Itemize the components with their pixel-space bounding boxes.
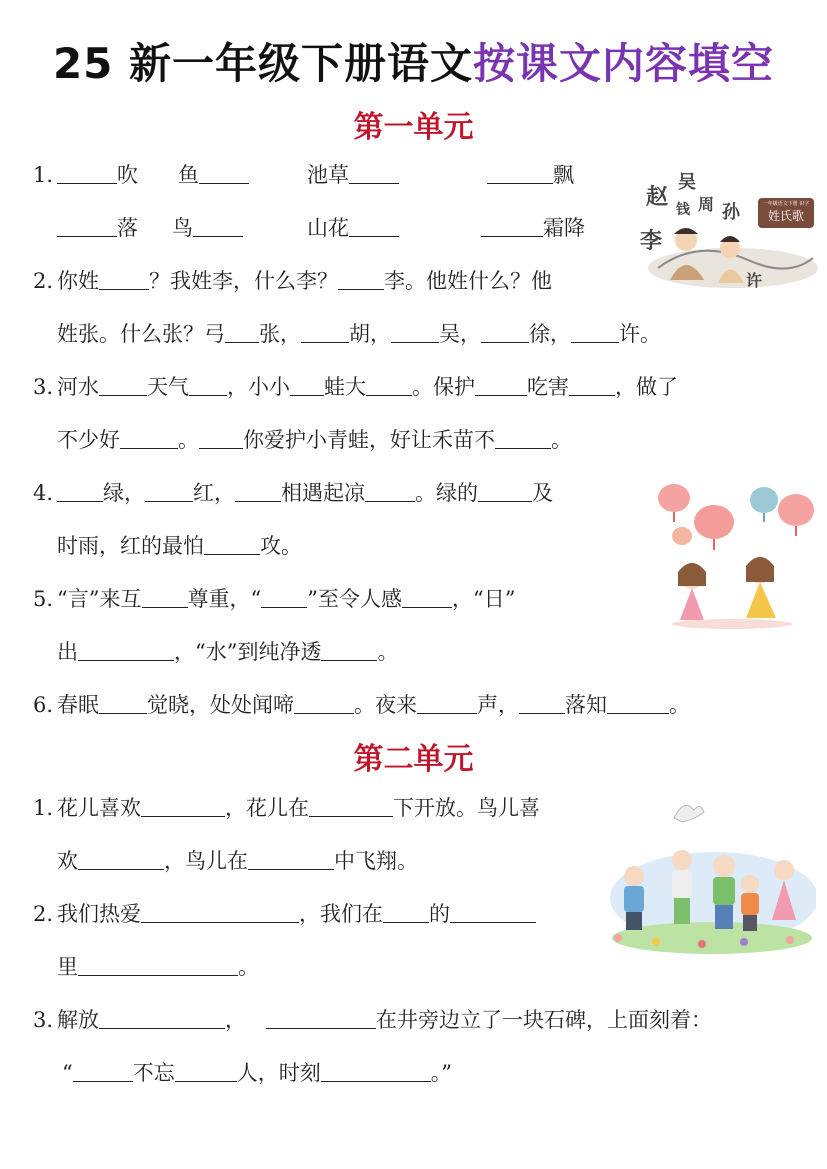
blank[interactable] <box>402 585 452 608</box>
question-number: 4. <box>33 481 54 505</box>
lantern-girls-illustration <box>652 478 820 630</box>
text: 你姓 <box>57 269 100 293</box>
text: 你爱护小青蛙，好让禾苗不 <box>243 428 495 452</box>
text: 出 <box>57 640 78 664</box>
text: 吴， <box>439 322 481 346</box>
question-line <box>33 690 690 720</box>
blank[interactable] <box>204 532 260 555</box>
text: 我们热爱 <box>57 902 142 926</box>
blank[interactable] <box>571 320 619 343</box>
question-number: 1. <box>33 163 54 187</box>
blank[interactable] <box>349 161 399 184</box>
blank[interactable] <box>450 900 536 923</box>
text: 吃害 <box>527 375 570 399</box>
badge-small: 一年级语文下册 识字 <box>762 201 810 207</box>
text: 在井旁边立了一块石碑，上面刻着： <box>376 1008 713 1032</box>
text: 。 <box>238 955 259 979</box>
text: 张， <box>259 322 301 346</box>
text: 中飞翔。 <box>334 849 418 873</box>
question-line <box>57 319 661 349</box>
text: 落 <box>117 216 138 240</box>
question-number: 6. <box>33 693 54 717</box>
text: ，小小 <box>227 375 291 399</box>
text: 池草 <box>307 163 350 187</box>
blank[interactable] <box>383 900 429 923</box>
blank[interactable] <box>57 479 103 502</box>
blank[interactable] <box>487 161 553 184</box>
text: 。夜来 <box>354 693 418 717</box>
child-figure <box>672 850 692 924</box>
question-number: 2. <box>33 902 54 926</box>
text: 觉晓，处处闻啼 <box>147 693 295 717</box>
text: “言”来互 <box>57 587 142 611</box>
blank[interactable] <box>607 691 669 714</box>
blank[interactable] <box>57 214 117 237</box>
blank[interactable] <box>391 320 439 343</box>
text: ？我姓李，什么李？ <box>149 269 339 293</box>
text: 鸟 <box>172 216 193 240</box>
question-number: 1. <box>33 796 54 820</box>
text: 姓张。什么张？弓 <box>57 322 225 346</box>
text: 。 <box>669 693 691 717</box>
question-line <box>57 952 259 982</box>
text: 里 <box>57 955 78 979</box>
blank[interactable] <box>99 373 147 396</box>
text: 欢 <box>57 849 78 873</box>
blank[interactable] <box>225 320 259 343</box>
text: ，做了 <box>615 375 679 399</box>
unit-heading: 第一单元 <box>353 110 474 145</box>
blank[interactable] <box>481 214 543 237</box>
text: 不忘 <box>132 1061 175 1085</box>
blank[interactable] <box>475 373 527 396</box>
text: ，花儿在 <box>225 796 310 820</box>
lantern <box>672 527 692 545</box>
title-part1: 25 新一年级下册语文 <box>52 39 474 88</box>
blank[interactable] <box>99 691 147 714</box>
blank[interactable] <box>301 320 349 343</box>
ground-shadow <box>672 619 792 629</box>
text: 尊重，“ <box>187 587 262 611</box>
surname-char: 钱 <box>676 202 690 218</box>
text: 。” <box>430 1061 452 1085</box>
text: 花儿喜欢 <box>57 796 142 820</box>
text: 河水 <box>57 375 100 399</box>
title-part2: 按课文内容填空 <box>473 39 775 88</box>
text: 吹 <box>117 163 139 187</box>
question-line <box>33 1005 712 1035</box>
text: 声， <box>477 693 520 717</box>
lantern <box>750 487 778 522</box>
text: 绿， <box>103 481 146 505</box>
blank[interactable] <box>199 426 243 449</box>
text: 飘 <box>553 163 575 187</box>
blank[interactable] <box>248 847 334 870</box>
surname-char: 李 <box>640 228 663 254</box>
blank[interactable] <box>99 267 149 290</box>
text: 许。 <box>619 322 661 346</box>
children-meadow-illustration <box>604 788 816 958</box>
lantern <box>658 484 690 522</box>
child-figure <box>624 866 644 930</box>
text: 。绿的 <box>415 481 479 505</box>
question-line <box>33 793 540 823</box>
text: 徐， <box>529 322 571 346</box>
question-number: 3. <box>33 1008 54 1032</box>
question-line <box>33 478 553 508</box>
question-line <box>57 213 585 243</box>
blank[interactable] <box>145 479 193 502</box>
blank[interactable] <box>141 794 225 817</box>
blank[interactable] <box>57 161 117 184</box>
text: 及 <box>532 481 554 505</box>
blank[interactable] <box>73 1059 133 1082</box>
blank[interactable] <box>266 1006 376 1029</box>
badge-text: 姓氏歌 <box>767 209 805 223</box>
question-line <box>33 160 574 190</box>
text: 蛙大 <box>324 375 367 399</box>
dove-icon <box>674 806 704 823</box>
blank[interactable] <box>175 1059 237 1082</box>
text: 胡， <box>349 322 391 346</box>
blank[interactable] <box>142 585 188 608</box>
text: 。 <box>377 640 399 664</box>
question-line <box>33 899 536 929</box>
question-line <box>33 584 516 614</box>
blank[interactable] <box>199 161 249 184</box>
blank[interactable] <box>120 426 178 449</box>
lantern <box>778 494 814 536</box>
child-figure <box>741 875 759 931</box>
text: 时雨，红的最怕 <box>57 534 204 558</box>
text: 春眠 <box>57 693 100 717</box>
blank[interactable] <box>481 320 529 343</box>
blank[interactable] <box>321 638 377 661</box>
blank[interactable] <box>78 638 174 661</box>
blank[interactable] <box>519 691 565 714</box>
girl-figure <box>746 557 776 618</box>
blank[interactable] <box>366 373 412 396</box>
question-line <box>33 266 552 296</box>
blank[interactable] <box>495 426 551 449</box>
text: 山花 <box>307 216 349 240</box>
text: ”至令人感 <box>307 587 403 611</box>
blank[interactable] <box>290 373 324 396</box>
blank[interactable] <box>193 214 243 237</box>
text: 。 <box>178 428 199 452</box>
blank[interactable] <box>338 267 384 290</box>
text: 鱼 <box>178 163 200 187</box>
text: 下开放。鸟儿喜 <box>393 796 541 820</box>
text: 相遇起凉 <box>281 481 366 505</box>
text: 人，时刻 <box>236 1061 321 1085</box>
text: 不少好 <box>57 428 120 452</box>
question-line <box>57 531 302 561</box>
blank[interactable] <box>294 691 354 714</box>
blank[interactable] <box>99 1006 225 1029</box>
blank[interactable] <box>235 479 281 502</box>
text: 。 <box>551 428 572 452</box>
text: 天气 <box>147 375 190 399</box>
unit-heading: 第二单元 <box>353 742 474 777</box>
blank[interactable] <box>78 953 238 976</box>
girl-figure <box>678 563 706 620</box>
blank[interactable] <box>78 847 164 870</box>
blank[interactable] <box>189 373 227 396</box>
blank[interactable] <box>349 214 399 237</box>
child-figure <box>713 855 735 929</box>
surname-char: 吴 <box>678 172 696 193</box>
text: 霜降 <box>543 216 585 240</box>
question-number: 5. <box>33 587 54 611</box>
question-number: 3. <box>33 375 54 399</box>
question-line <box>57 637 398 667</box>
blank[interactable] <box>417 691 477 714</box>
text: ，“日” <box>452 587 516 611</box>
text: 红， <box>193 481 236 505</box>
blank[interactable] <box>261 585 307 608</box>
blank[interactable] <box>478 479 532 502</box>
surname-char: 许 <box>746 271 763 290</box>
text: “ <box>62 1061 73 1085</box>
question-line <box>33 372 678 402</box>
text: ， <box>225 1008 247 1032</box>
surname-song-illustration <box>638 168 820 296</box>
text: 攻。 <box>260 534 302 558</box>
text: ，“水”到纯净透 <box>174 640 322 664</box>
blank[interactable] <box>141 900 299 923</box>
question-line <box>57 425 572 455</box>
text: 解放 <box>57 1008 100 1032</box>
surname-char: 孙 <box>722 202 740 223</box>
blank[interactable] <box>309 794 393 817</box>
surname-char: 周 <box>698 195 715 214</box>
text: 落知 <box>565 693 608 717</box>
blank[interactable] <box>321 1059 431 1082</box>
question-line <box>62 1058 452 1088</box>
blank[interactable] <box>569 373 615 396</box>
text: ，鸟儿在 <box>164 849 248 873</box>
question-line <box>57 846 418 876</box>
blank[interactable] <box>365 479 415 502</box>
lantern <box>694 505 734 550</box>
page-title <box>0 36 827 92</box>
question-number: 2. <box>33 269 54 293</box>
text: ，我们在 <box>299 902 384 926</box>
surname-char: 赵 <box>646 184 669 210</box>
text: 。保护 <box>412 375 476 399</box>
text: 的 <box>429 902 451 926</box>
text: 李。他姓什么？他 <box>384 269 553 293</box>
